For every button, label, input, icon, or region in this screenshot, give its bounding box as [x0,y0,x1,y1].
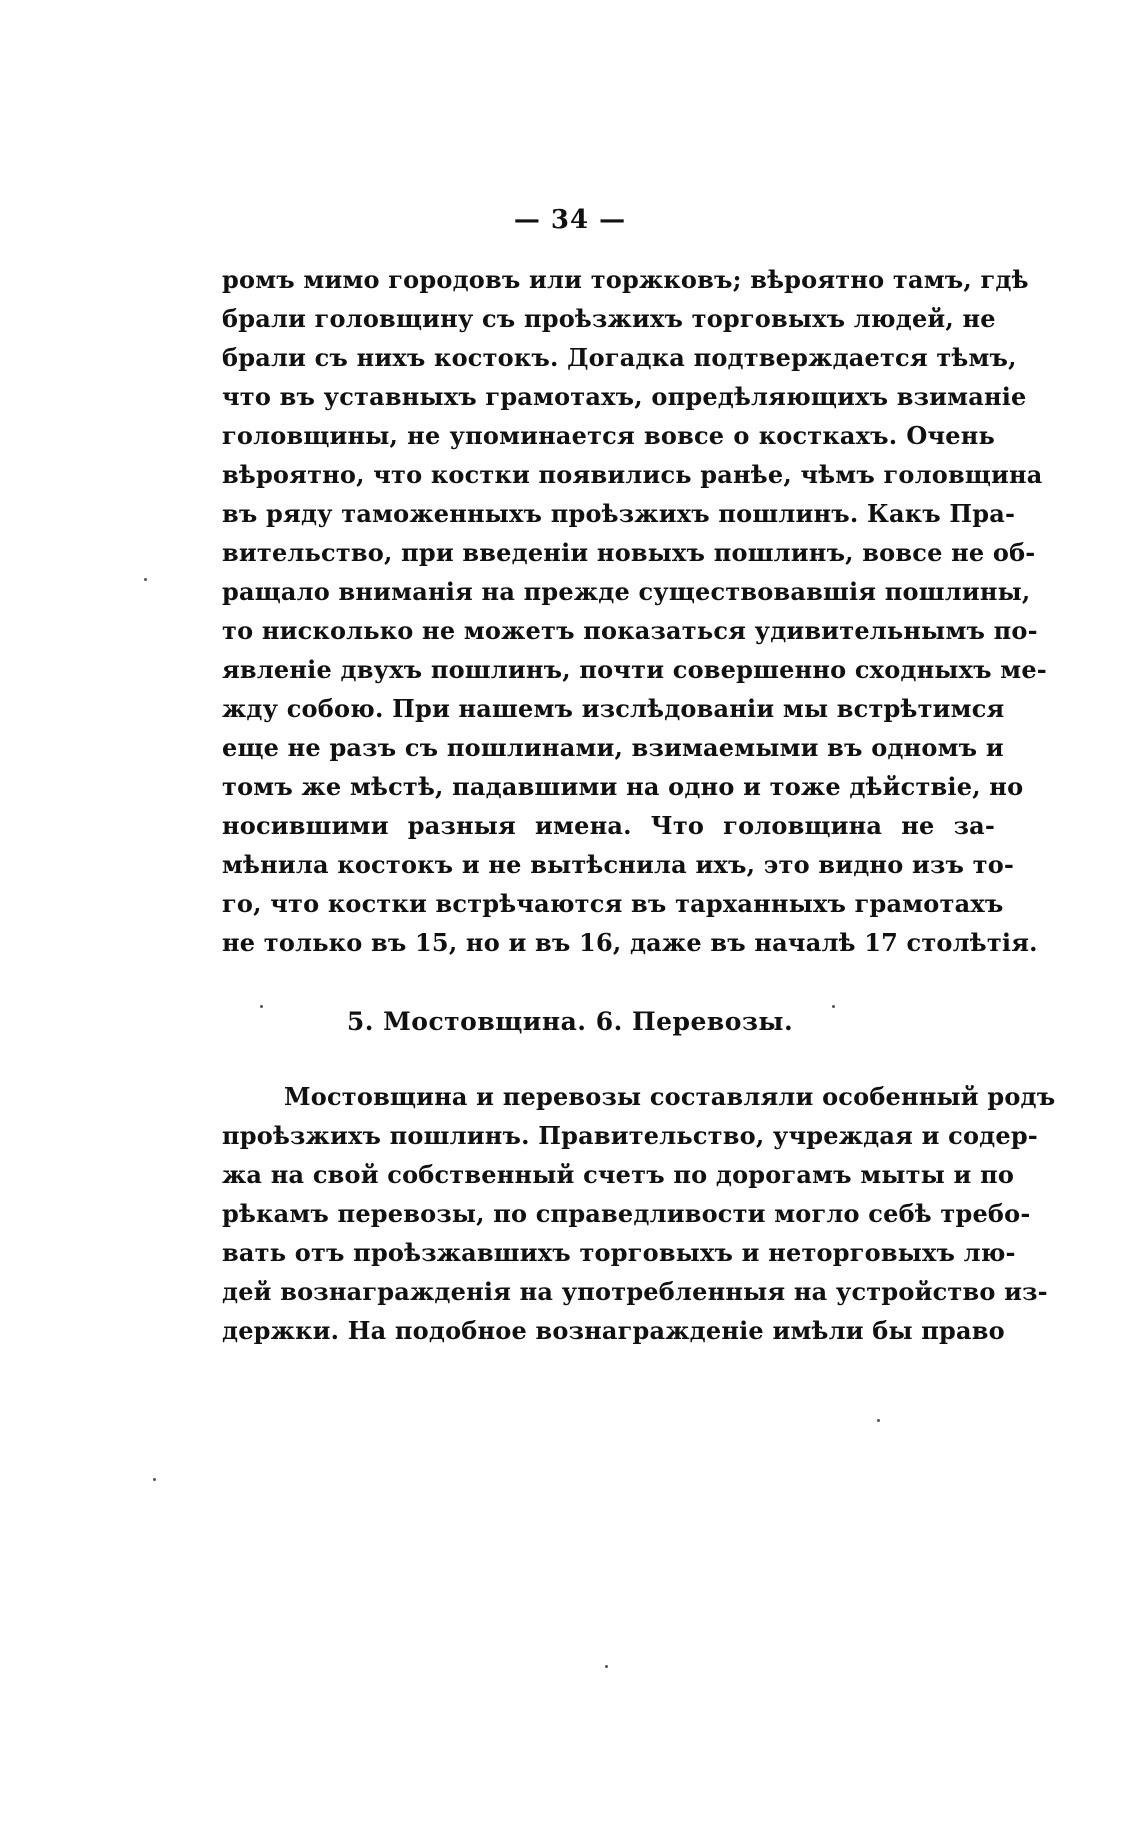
text-line: ромъ мимо городовъ или торжковъ; вѣроятно тамъ, гдѣ [222,265,1029,294]
text-line: явленіе двухъ пошлинъ, почти совершенно сходныхъ ме- [222,655,1047,684]
paragraph-mostovshchina-perevozy [222,1077,1056,1350]
scan-speck [144,578,147,581]
text-line: го, что костки встрѣчаются въ тарханныхъ грамотахъ [222,889,1004,918]
text-line: въ ряду таможенныхъ проѣзжихъ пошлинъ. Какъ Пра- [222,499,1016,528]
text-line: держки. На подобное вознагражденіе имѣли бы право [222,1316,1005,1345]
scan-speck [260,1005,263,1008]
text-line: мѣнила костокъ и не вытѣснила ихъ, это видно изъ то- [222,850,1015,879]
text-line: рѣкамъ перевозы, по справедливости могло себѣ требо- [222,1199,1031,1228]
section-heading: 5. Мостовщина. 6. Перевозы. [346,1007,794,1036]
text-line: то нисколько не можетъ показаться удивительнымъ по- [222,616,1038,645]
text-line: жа на свой собственный счетъ по дорогамъ мыты и по [222,1160,1015,1189]
text-line: вать отъ проѣзжавшихъ торговыхъ и неторговыхъ лю- [222,1238,1016,1267]
paragraph-costki-golovshchina [222,260,1047,962]
text-line: брали съ нихъ костокъ. Догадка подтверждается тѣмъ, [222,343,1017,372]
page-number: — 34 — [513,205,627,235]
text-line: ращало вниманія на прежде существовавшія пошлины, [222,577,1031,606]
text-line: что въ уставныхъ грамотахъ, опредѣляющихъ взиманіе [222,382,1027,411]
text-line: жду собою. При нашемъ изслѣдованіи мы встрѣтимся [222,694,1005,723]
text-line: не только въ 15, но и въ 16, даже въ началѣ 17 столѣтія. [222,928,1038,957]
scan-speck [153,1478,156,1481]
text-line: еще не разъ съ пошлинами, взимаемыми въ одномъ и [222,733,1004,762]
scan-speck [605,1665,608,1668]
scan-speck [832,1005,835,1008]
text-line: томъ же мѣстѣ, падавшими на одно и тоже дѣйствіе, но [222,772,1024,801]
text-line: носившими разныя имена. Что головщина не за- [222,811,995,840]
text-line: вительство, при введеніи новыхъ пошлинъ, вовсе не об- [222,538,1036,567]
text-line: головщины, не упоминается вовсе о косткахъ. Очень [222,421,995,450]
text-line: Мостовщина и перевозы составляли особенный родъ [284,1082,1056,1111]
text-line: брали головщину съ проѣзжихъ торговыхъ людей, не [222,304,996,333]
text-line: проѣзжихъ пошлинъ. Правительство, учреждая и содер- [222,1121,1038,1150]
scan-speck [877,1419,880,1422]
text-line: вѣроятно, что костки появились ранѣе, чѣмъ головщина [222,460,1043,489]
text-line: дей вознагражденія на употребленныя на устройство из- [222,1277,1048,1306]
